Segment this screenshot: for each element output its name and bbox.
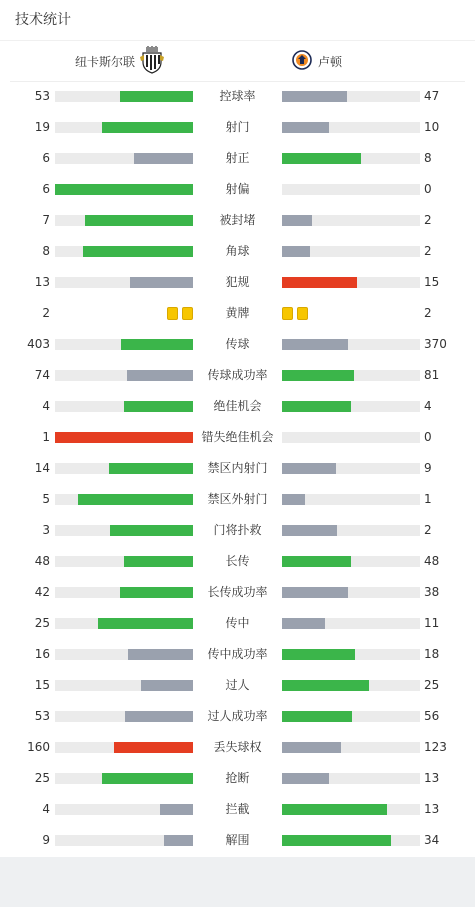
away-bar-track xyxy=(282,401,420,412)
away-bar-track xyxy=(282,835,420,846)
stat-label: 禁区外射门 xyxy=(207,492,268,506)
away-value: 8 xyxy=(424,151,432,165)
stat-label: 拦截 xyxy=(225,802,250,816)
home-bar-track xyxy=(55,494,193,505)
home-bar-track xyxy=(55,246,193,257)
stat-row xyxy=(0,732,475,763)
away-bar-track xyxy=(282,184,420,195)
away-bar xyxy=(282,494,305,505)
away-bar-track xyxy=(282,432,420,443)
home-value: 6 xyxy=(42,182,50,196)
away-bar xyxy=(282,91,347,102)
stat-row xyxy=(0,391,475,422)
home-team-name: 纽卡斯尔联 xyxy=(74,54,135,69)
home-bar xyxy=(102,773,193,784)
stat-row xyxy=(0,422,475,453)
home-value: 4 xyxy=(42,399,50,413)
home-yellow-cards xyxy=(167,307,193,320)
yellow-card-icon xyxy=(297,307,308,320)
home-value: 14 xyxy=(34,461,50,475)
home-bar xyxy=(55,184,193,195)
away-value: 47 xyxy=(424,89,440,103)
home-bar-track xyxy=(55,277,193,288)
away-value: 0 xyxy=(424,182,432,196)
home-bar xyxy=(134,153,193,164)
stat-row xyxy=(0,639,475,670)
away-yellow-cards xyxy=(282,307,308,320)
away-bar xyxy=(282,277,357,288)
stat-label: 错失绝佳机会 xyxy=(201,430,274,444)
stat-row xyxy=(0,81,475,112)
away-bar xyxy=(282,742,341,753)
stat-label: 长传成功率 xyxy=(207,585,268,599)
home-bar xyxy=(55,432,193,443)
home-bar-track xyxy=(55,587,193,598)
home-value: 8 xyxy=(42,244,50,258)
home-bar xyxy=(109,463,193,474)
home-bar xyxy=(120,587,193,598)
home-bar-track xyxy=(55,835,193,846)
away-bar-track xyxy=(282,246,420,257)
home-value: 42 xyxy=(34,585,50,599)
away-value: 25 xyxy=(424,678,440,692)
away-value: 38 xyxy=(424,585,440,599)
home-value: 9 xyxy=(42,833,50,847)
away-value: 10 xyxy=(424,120,440,134)
home-bar-track xyxy=(55,432,193,443)
away-value: 13 xyxy=(424,802,440,816)
stat-row xyxy=(0,825,475,856)
away-bar xyxy=(282,370,354,381)
away-bar-track xyxy=(282,556,420,567)
away-bar xyxy=(282,153,361,164)
home-bar xyxy=(164,835,193,846)
home-value: 53 xyxy=(34,709,50,723)
home-bar xyxy=(110,525,193,536)
stat-row xyxy=(0,670,475,701)
home-value: 48 xyxy=(34,554,50,568)
home-bar xyxy=(160,804,193,815)
away-value: 15 xyxy=(424,275,440,289)
stat-row xyxy=(0,453,475,484)
home-bar-track xyxy=(55,711,193,722)
home-value: 53 xyxy=(34,89,50,103)
home-bar-track xyxy=(55,401,193,412)
stat-label: 抢断 xyxy=(225,771,250,785)
home-bar xyxy=(124,401,193,412)
stat-row xyxy=(0,484,475,515)
away-bar xyxy=(282,773,329,784)
away-bar xyxy=(282,711,352,722)
away-bar-track xyxy=(282,804,420,815)
away-value: 4 xyxy=(424,399,432,413)
away-bar xyxy=(282,401,351,412)
away-bar xyxy=(282,246,310,257)
yellow-card-icon xyxy=(182,307,193,320)
home-bar xyxy=(121,339,193,350)
away-bar-track xyxy=(282,122,420,133)
stat-label: 门将扑救 xyxy=(213,523,262,537)
away-bar-track xyxy=(282,587,420,598)
home-bar-track xyxy=(55,773,193,784)
home-bar-track xyxy=(55,370,193,381)
home-value: 15 xyxy=(34,678,50,692)
stat-label: 过人 xyxy=(225,678,250,692)
home-bar-track xyxy=(55,649,193,660)
stat-label: 传中成功率 xyxy=(207,647,268,661)
home-bar xyxy=(83,246,193,257)
stat-label: 射门 xyxy=(225,120,250,134)
home-bar-track xyxy=(55,804,193,815)
away-value: 9 xyxy=(424,461,432,475)
stat-label: 解围 xyxy=(225,833,250,847)
stat-row xyxy=(0,112,475,143)
away-bar xyxy=(282,587,348,598)
home-bar xyxy=(128,649,193,660)
stat-row xyxy=(0,236,475,267)
home-bar xyxy=(85,215,193,226)
stat-row xyxy=(0,360,475,391)
away-bar-track xyxy=(282,370,420,381)
stat-row xyxy=(0,298,475,329)
luton-crest-icon xyxy=(292,50,312,73)
away-value: 48 xyxy=(424,554,440,568)
stat-label: 传中 xyxy=(225,616,250,630)
home-value: 25 xyxy=(34,616,50,630)
home-bar xyxy=(98,618,193,629)
home-value: 2 xyxy=(42,306,50,320)
home-bar-track xyxy=(55,339,193,350)
away-bar-track xyxy=(282,494,420,505)
home-value: 3 xyxy=(42,523,50,537)
stat-row xyxy=(0,329,475,360)
stat-row xyxy=(0,515,475,546)
stat-row xyxy=(0,794,475,825)
home-bar-track xyxy=(55,525,193,536)
home-bar-track xyxy=(55,742,193,753)
away-bar xyxy=(282,618,325,629)
away-value: 18 xyxy=(424,647,440,661)
home-bar-track xyxy=(55,680,193,691)
away-value: 81 xyxy=(424,368,440,382)
home-bar xyxy=(127,370,193,381)
away-bar xyxy=(282,463,336,474)
page-title: 技术统计 xyxy=(15,12,71,28)
home-value: 5 xyxy=(42,492,50,506)
stat-row xyxy=(0,546,475,577)
away-bar xyxy=(282,215,312,226)
stat-row xyxy=(0,701,475,732)
away-bar-track xyxy=(282,742,420,753)
away-value: 11 xyxy=(424,616,440,630)
home-bar-track xyxy=(55,556,193,567)
home-value: 1 xyxy=(42,430,50,444)
stat-label: 传球 xyxy=(225,337,250,351)
stat-row xyxy=(0,205,475,236)
stat-label: 射偏 xyxy=(225,182,250,196)
home-bar-track xyxy=(55,153,193,164)
stat-row xyxy=(0,577,475,608)
away-bar-track xyxy=(282,711,420,722)
away-team[interactable] xyxy=(292,41,342,81)
away-value: 2 xyxy=(424,244,432,258)
stat-label: 射正 xyxy=(225,151,250,165)
home-bar xyxy=(125,711,193,722)
home-bar-track xyxy=(55,618,193,629)
away-bar xyxy=(282,835,391,846)
away-value: 2 xyxy=(424,306,432,320)
away-value: 34 xyxy=(424,833,440,847)
stat-row xyxy=(0,143,475,174)
away-bar-track xyxy=(282,680,420,691)
away-bar xyxy=(282,556,351,567)
home-bar-track xyxy=(55,184,193,195)
away-bar-track xyxy=(282,463,420,474)
home-bar xyxy=(102,122,193,133)
yellow-card-icon xyxy=(282,307,293,320)
home-value: 25 xyxy=(34,771,50,785)
stat-row xyxy=(0,608,475,639)
away-bar-track xyxy=(282,618,420,629)
home-value: 7 xyxy=(42,213,50,227)
away-bar xyxy=(282,649,355,660)
stat-label: 丢失球权 xyxy=(213,740,262,754)
stat-label: 黄牌 xyxy=(225,306,250,320)
home-bar-track xyxy=(55,122,193,133)
home-value: 160 xyxy=(27,740,50,754)
stat-row xyxy=(0,763,475,794)
away-value: 1 xyxy=(424,492,432,506)
home-value: 4 xyxy=(42,802,50,816)
home-value: 403 xyxy=(27,337,50,351)
away-bar-track xyxy=(282,649,420,660)
stat-label: 禁区内射门 xyxy=(207,461,268,475)
away-value: 370 xyxy=(424,337,447,351)
away-bar xyxy=(282,804,387,815)
away-bar xyxy=(282,525,337,536)
stat-row xyxy=(0,267,475,298)
stat-label: 过人成功率 xyxy=(207,709,268,723)
away-bar-track xyxy=(282,773,420,784)
stat-label: 控球率 xyxy=(219,89,256,103)
home-bar xyxy=(114,742,193,753)
stat-label: 绝佳机会 xyxy=(213,399,262,413)
home-bar xyxy=(78,494,193,505)
away-value: 2 xyxy=(424,213,432,227)
stat-label: 角球 xyxy=(225,244,250,258)
home-bar xyxy=(124,556,193,567)
away-value: 123 xyxy=(424,740,447,754)
away-bar-track xyxy=(282,525,420,536)
away-bar-track xyxy=(282,339,420,350)
away-bar-track xyxy=(282,215,420,226)
home-bar xyxy=(120,91,193,102)
away-bar-track xyxy=(282,153,420,164)
away-bar xyxy=(282,122,329,133)
home-bar-track xyxy=(55,215,193,226)
home-bar-track xyxy=(55,463,193,474)
stat-label: 犯规 xyxy=(225,275,250,289)
away-value: 13 xyxy=(424,771,440,785)
stat-row xyxy=(0,174,475,205)
yellow-card-icon xyxy=(167,307,178,320)
home-bar-track xyxy=(55,91,193,102)
away-bar xyxy=(282,339,348,350)
stat-label: 长传 xyxy=(225,554,250,568)
home-value: 13 xyxy=(34,275,50,289)
stat-label: 被封堵 xyxy=(219,213,256,227)
home-bar xyxy=(130,277,193,288)
home-team[interactable] xyxy=(75,41,165,81)
stat-label: 传球成功率 xyxy=(207,368,268,382)
away-value: 0 xyxy=(424,430,432,444)
away-value: 2 xyxy=(424,523,432,537)
teams-header xyxy=(0,41,475,81)
away-team-name: 卢顿 xyxy=(318,54,343,69)
home-bar xyxy=(141,680,193,691)
away-bar xyxy=(282,680,369,691)
home-value: 6 xyxy=(42,151,50,165)
stats-list xyxy=(0,81,475,856)
away-bar-track xyxy=(282,277,420,288)
away-bar-track xyxy=(282,91,420,102)
home-value: 19 xyxy=(34,120,50,134)
newcastle-crest-icon xyxy=(139,46,165,77)
away-value: 56 xyxy=(424,709,440,723)
home-value: 16 xyxy=(34,647,50,661)
home-value: 74 xyxy=(34,368,50,382)
